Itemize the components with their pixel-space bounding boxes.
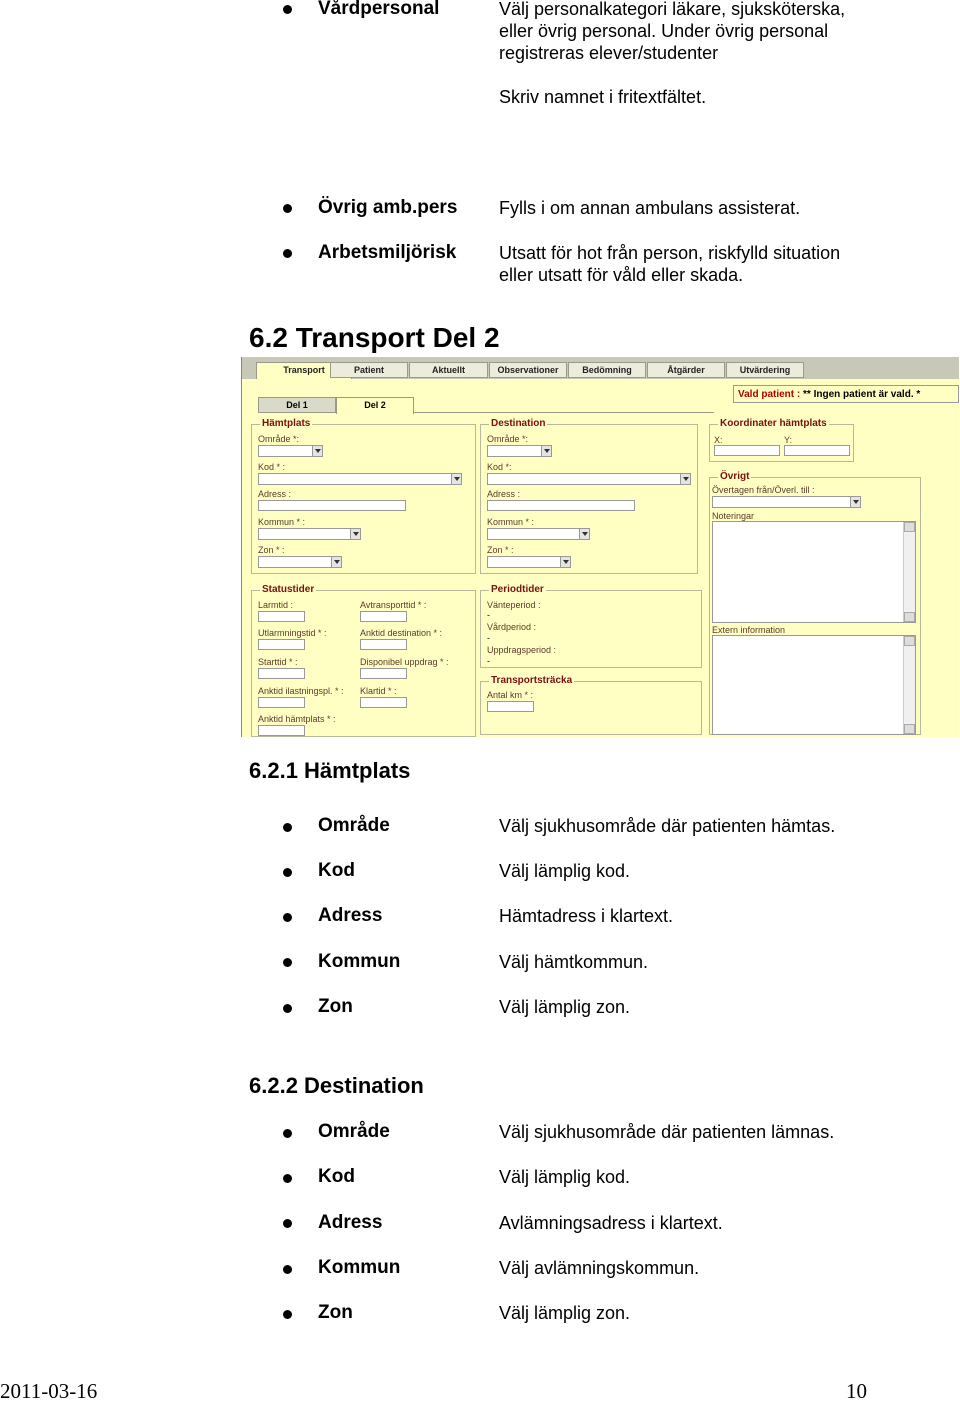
transport-form-screenshot [241,357,959,737]
footer-date: 2011-03-16 [0,1379,98,1403]
dest-term-omrade: Område [318,1121,390,1142]
bullet-icon [283,1174,292,1183]
label-dest-kommun: Kommun * : [487,517,535,527]
label-dest-omrade: Område *: [487,434,529,444]
label-hamt-zon: Zon * : [258,545,285,555]
desc-arbetsmiljorisk-1: Utsatt för hot från person, riskfylld situation [499,243,841,263]
desc-vardpersonal-extra: Skriv namnet i fritextfältet. [499,87,707,107]
legend-hamtplats: Hämtplats [262,418,311,429]
input-x[interactable] [714,445,780,456]
fieldset-koordinater [709,418,854,462]
legend-destination: Destination [491,418,546,429]
bullet-icon [283,1310,292,1319]
label-dest-kod: Kod *: [487,462,512,472]
select-dest-kommun[interactable] [487,528,590,540]
dest-term-kod: Kod [318,1166,355,1187]
selected-patient-box [733,385,959,403]
bullet-icon [283,1219,292,1228]
term-ovrig-amb-pers: Övrig amb.pers [318,197,458,218]
scroll-up-icon[interactable] [904,636,915,646]
tab-transport[interactable]: Transport [256,362,352,380]
desc-vardpersonal-3: registreras elever/studenter [499,43,719,63]
input-antal-km[interactable] [487,701,534,712]
dest-term-kommun: Kommun [318,1257,401,1278]
chevron-down-icon [680,474,690,484]
scroll-down-icon[interactable] [904,612,915,622]
label-vardperiod: Vårdperiod : [487,622,537,632]
label-hamt-omrade: Område *: [258,434,300,444]
input-anktid-hamtplats[interactable] [258,725,305,736]
hamt-desc-kommun: Välj hämtkommun. [499,952,649,972]
label-overtagen: Övertagen från/Överl. till : [712,485,815,495]
destination-title: 6.2.2 Destination [249,1073,424,1098]
value-vardperiod: - [487,633,490,643]
dest-desc-kommun: Välj avlämningskommun. [499,1258,700,1278]
fieldset-hamtplats [251,418,476,574]
scroll-down-icon[interactable] [904,724,915,734]
input-starttid[interactable] [258,668,305,679]
bullet-icon [283,1129,292,1138]
main-tab-bar [242,357,959,379]
tab-aktuellt[interactable]: Aktuellt [409,362,488,378]
label-disponibel: Disponibel uppdrag * : [360,657,449,667]
label-uppdragsperiod: Uppdragsperiod : [487,645,557,655]
hamt-term-kod: Kod [318,860,355,881]
dest-desc-adress: Avlämningsadress i klartext. [499,1213,723,1233]
legend-koordinater: Koordinater hämtplats [720,418,827,429]
bullet-icon [283,1265,292,1274]
bullet-icon [283,958,292,967]
select-dest-omrade[interactable] [487,445,552,457]
subtab-del-1[interactable]: Del 1 [258,397,336,413]
hamt-desc-zon: Välj lämplig zon. [499,997,631,1017]
dest-desc-zon: Välj lämplig zon. [499,1303,631,1323]
select-hamt-kod[interactable] [258,473,462,485]
chevron-down-icon [541,446,551,456]
scrollbar[interactable] [903,636,915,734]
input-utlarmningstid[interactable] [258,639,305,650]
fieldset-destination [480,418,698,574]
label-extern: Extern information [712,625,786,635]
hamt-term-zon: Zon [318,996,353,1017]
select-dest-zon[interactable] [487,556,571,568]
tab-patient[interactable]: Patient [330,362,408,378]
bullet-icon [283,913,292,922]
label-anktid-destination: Anktid destination * : [360,628,443,638]
label-anktid-hamtplats: Anktid hämtplats * : [258,714,336,724]
desc-ovrig-amb-pers: Fylls i om annan ambulans assisterat. [499,198,801,218]
tab-underline [242,379,959,384]
chevron-down-icon [350,529,360,539]
bullet-icon [283,5,292,14]
dest-term-adress: Adress [318,1212,383,1233]
dest-desc-omrade: Välj sjukhusområde där patienten lämnas. [499,1122,835,1142]
chevron-down-icon [312,446,322,456]
chevron-down-icon [331,557,341,567]
fieldset-transportstracka [480,675,702,735]
subtab-del-2[interactable]: Del 2 [336,397,414,414]
bullet-icon [283,823,292,832]
textarea-noteringar[interactable] [712,521,916,623]
selected-patient-value: ** Ingen patient är vald. * [803,389,921,400]
selected-patient-label: Vald patient : [738,389,801,400]
hamt-term-omrade: Område [318,815,390,836]
bullet-icon [283,204,292,213]
textarea-extern[interactable] [712,635,916,735]
label-noteringar: Noteringar [712,511,755,521]
label-starttid: Starttid * : [258,657,298,667]
bullet-icon [283,1004,292,1013]
scrollbar[interactable] [903,522,915,622]
legend-statustider: Statustider [262,584,315,595]
hamt-term-kommun: Kommun [318,951,401,972]
label-dest-zon: Zon * : [487,545,514,555]
label-hamt-kommun: Kommun * : [258,517,306,527]
desc-arbetsmiljorisk-2: eller utsatt för våld eller skada. [499,265,744,285]
tab-atgarder[interactable]: Åtgärder [647,362,725,378]
hamtplats-title: 6.2.1 Hämtplats [249,758,411,783]
term-arbetsmiljorisk: Arbetsmiljörisk [318,242,457,263]
input-dest-adress[interactable] [487,500,635,511]
desc-vardpersonal-2: eller övrig personal. Under övrig personal [499,21,829,41]
section-title: 6.2 Transport Del 2 [249,322,500,353]
input-klartid[interactable] [360,697,407,708]
input-larmtid[interactable] [258,611,305,622]
value-vanteperiod: - [487,610,490,620]
dest-desc-kod: Välj lämplig kod. [499,1167,631,1187]
chevron-down-icon [850,497,860,507]
bullet-icon [283,249,292,258]
hamt-desc-kod: Välj lämplig kod. [499,861,631,881]
select-hamt-zon[interactable] [258,556,342,568]
fieldset-ovrigt [709,471,921,735]
hamt-term-adress: Adress [318,905,383,926]
label-y: Y: [784,435,793,445]
hamt-desc-omrade: Välj sjukhusområde där patienten hämtas. [499,816,836,836]
input-avtransporttid[interactable] [360,611,407,622]
input-y[interactable] [784,445,850,456]
label-vanteperiod: Vänteperiod : [487,600,541,610]
label-hamt-adress: Adress : [258,489,292,499]
label-x: X: [714,435,723,445]
chevron-down-icon [451,474,461,484]
footer-page-number: 10 [846,1379,867,1403]
legend-periodtider: Periodtider [491,584,544,595]
tab-observationer[interactable]: Observationer [489,362,567,378]
legend-ovrigt: Övrigt [720,471,750,482]
term-vardpersonal: Vårdpersonal [318,0,440,19]
select-overtagen[interactable] [712,496,861,508]
input-anktid-ilastning[interactable] [258,697,305,708]
legend-transportstracka: Transportsträcka [491,675,573,686]
label-larmtid: Larmtid : [258,600,294,610]
value-uppdragsperiod: - [487,656,490,666]
scroll-up-icon[interactable] [904,522,915,532]
label-utlarmningstid: Utlarmningstid * : [258,628,327,638]
bullet-icon [283,868,292,877]
input-disponibel[interactable] [360,668,407,679]
input-anktid-destination[interactable] [360,639,407,650]
label-antal-km: Antal km * : [487,690,534,700]
label-dest-adress: Adress : [487,489,521,499]
fieldset-statustider [251,584,476,737]
label-hamt-kod: Kod * : [258,462,286,472]
desc-vardpersonal-1: Välj personalkategori läkare, sjuksköterska, [499,0,846,19]
select-hamt-omrade[interactable] [258,445,323,457]
tab-bedomning[interactable]: Bedömning [568,362,646,378]
label-klartid: Klartid * : [360,686,397,696]
tab-utvardering[interactable]: Utvärdering [726,362,804,378]
select-hamt-kommun[interactable] [258,528,361,540]
dest-term-zon: Zon [318,1302,353,1323]
chevron-down-icon [560,557,570,567]
input-hamt-adress[interactable] [258,500,406,511]
fieldset-periodtider [480,584,702,668]
subtab-underline [414,412,714,413]
hamt-desc-adress: Hämtadress i klartext. [499,906,674,926]
chevron-down-icon [579,529,589,539]
select-dest-kod[interactable] [487,473,691,485]
label-anktid-ilastning: Anktid ilastningspl. * : [258,686,344,696]
label-avtransporttid: Avtransporttid * : [360,600,427,610]
